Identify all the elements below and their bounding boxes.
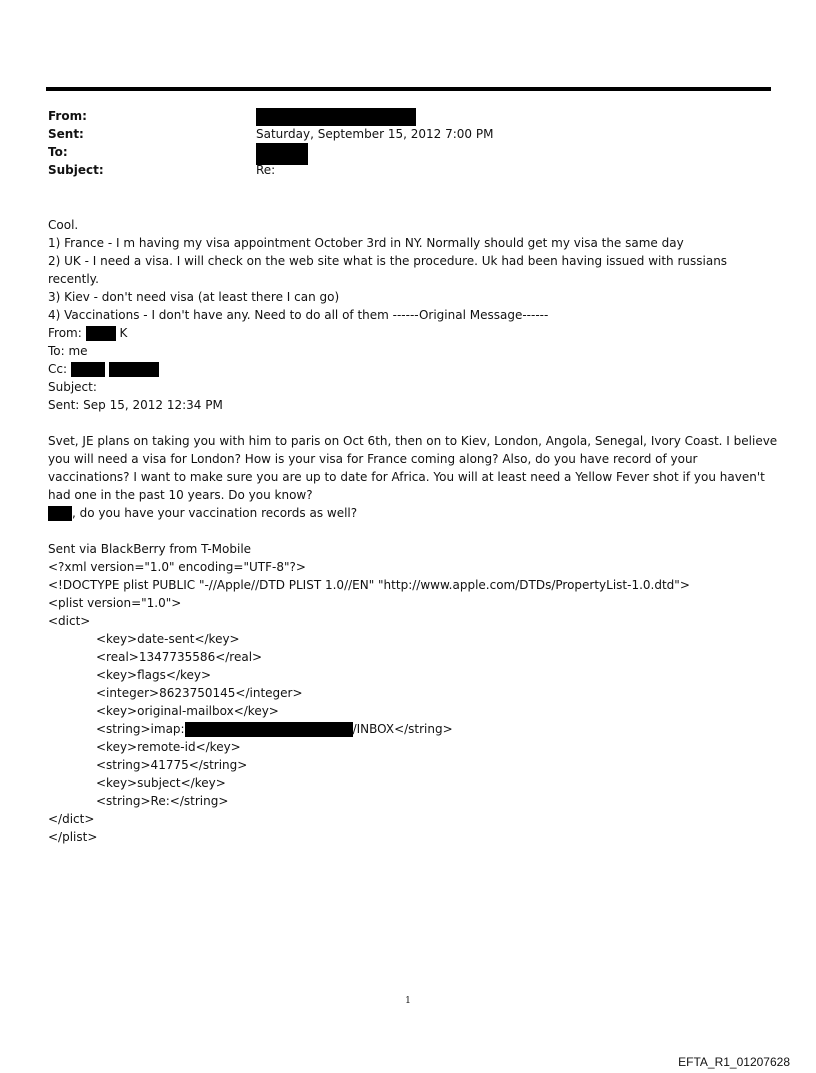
xml-line: </dict> <box>48 812 95 826</box>
sent-label: Sent: <box>48 127 84 141</box>
orig-from-line <box>48 324 778 342</box>
xml-line: <!DOCTYPE plist PUBLIC "-//Apple//DTD PLIST 1.0//EN" "http://www.apple.com/DTDs/PropertyList-1.0.dtd"> <box>48 578 690 592</box>
xml-line: <?xml version="1.0" encoding="UTF-8"?> <box>48 560 306 574</box>
xml-line: <real>1347735586</real> <box>96 650 263 664</box>
imap-suffix: /INBOX</string> <box>352 722 453 736</box>
xml-line: <key>flags</key> <box>96 668 212 682</box>
reply-line: recently. <box>48 272 99 286</box>
redacted-sender <box>256 108 416 126</box>
sent-value: Saturday, September 15, 2012 7:00 PM <box>256 127 494 141</box>
xml-line: </plist> <box>48 830 98 844</box>
orig-sent-line: Sent: Sep 15, 2012 12:34 PM <box>48 398 223 412</box>
email-body <box>48 216 778 846</box>
orig-from-label: From: <box>48 326 82 340</box>
redacted-cc-1 <box>71 362 105 377</box>
redacted-orig-sender <box>86 326 116 341</box>
to-label: To: <box>48 145 68 159</box>
from-label: From: <box>48 109 87 123</box>
message-line: you will need a visa for London? How is your visa for France coming along? Also, do you have record of your <box>48 452 698 466</box>
xml-line: <key>subject</key> <box>96 776 226 790</box>
orig-from-suffix: K <box>119 326 128 340</box>
xml-line: <key>original-mailbox</key> <box>96 704 279 718</box>
redacted-cc-2 <box>109 362 159 377</box>
records-question-text: , do you have your vaccination records as well? <box>72 506 358 520</box>
xml-line: <plist version="1.0"> <box>48 596 182 610</box>
message-line: had one in the past 10 years. Do you know? <box>48 488 313 502</box>
xml-line: <string>Re:</string> <box>96 794 229 808</box>
reply-line: 3) Kiev - don't need visa (at least there I can go) <box>48 290 340 304</box>
reply-line: 4) Vaccinations - I don't have any. Need to do all of them ------Original Message------ <box>48 308 549 322</box>
orig-cc-label: Cc: <box>48 362 68 376</box>
page-number: 1 <box>405 996 411 1006</box>
redacted-name <box>48 506 72 521</box>
xml-line: <key>date-sent</key> <box>96 632 240 646</box>
xml-line: <dict> <box>48 614 91 628</box>
redacted-mailbox <box>185 722 353 737</box>
subject-value: Re: <box>256 163 276 177</box>
orig-subject-line: Subject: <box>48 380 97 394</box>
xml-line: <string>41775</string> <box>96 758 248 772</box>
reply-line: Cool. <box>48 218 79 232</box>
imap-prefix: <string>imap: <box>96 722 185 736</box>
subject-label: Subject: <box>48 163 104 177</box>
message-line: Svet, JE plans on taking you with him to paris on Oct 6th, then on to Kiev, London, Angola, Senegal, Ivory Coast. I believe <box>48 434 778 448</box>
xml-line: <integer>8623750145</integer> <box>96 686 303 700</box>
document-id: EFTA_R1_01207628 <box>678 1055 790 1069</box>
signature-line: Sent via BlackBerry from T-Mobile <box>48 542 252 556</box>
imap-line <box>48 720 778 738</box>
records-question-line <box>48 504 778 522</box>
orig-cc-line <box>48 360 778 378</box>
reply-line: 2) UK - I need a visa. I will check on the web site what is the procedure. Uk had been having issued with russians <box>48 254 728 268</box>
header-rule <box>46 87 771 91</box>
reply-line: 1) France - I m having my visa appointment October 3rd in NY. Normally should get my visa the same day <box>48 236 684 250</box>
orig-to-line: To: me <box>48 344 88 358</box>
xml-line: <key>remote-id</key> <box>96 740 241 754</box>
message-line: vaccinations? I want to make sure you are up to date for Africa. You will at least need a Yellow Fever shot if you haven't <box>48 470 765 484</box>
